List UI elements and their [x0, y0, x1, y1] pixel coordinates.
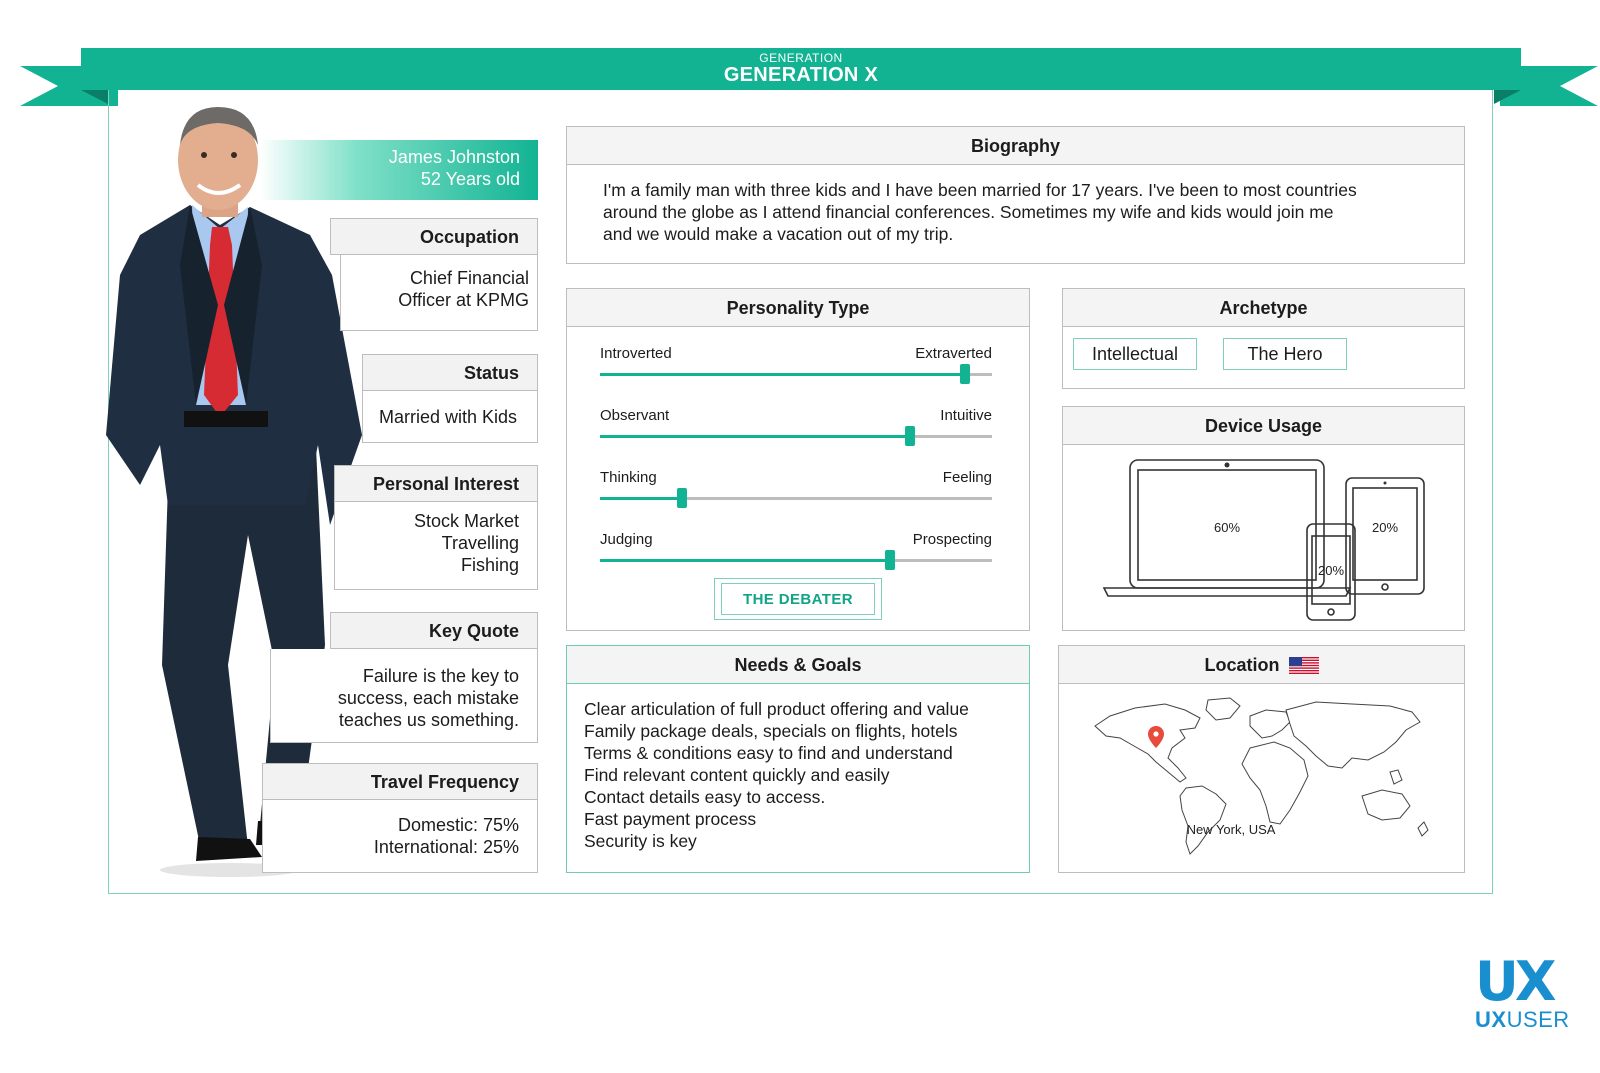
personality-type-badge [714, 578, 882, 620]
quote-value [270, 649, 538, 743]
personality-type-label: THE DEBATER [721, 583, 875, 615]
slider-fill [600, 435, 910, 438]
slider-thumb [677, 488, 687, 508]
status-value: Married with Kids [362, 391, 538, 443]
uxuser-logo [1475, 950, 1575, 1035]
needs-item: Clear articulation of full product offering and value [584, 699, 969, 719]
persona-name: James Johnston [388, 147, 520, 167]
logo-mark [1475, 950, 1575, 1013]
device-illustration [1100, 452, 1430, 622]
needs-item: Fast payment process [584, 809, 757, 829]
interest-line: Stock Market [413, 511, 519, 531]
travel-line: Domestic: 75% [397, 815, 519, 835]
occupation-value [340, 255, 538, 331]
needs-item: Find relevant content quickly and easily [584, 765, 890, 785]
slider-fill [600, 559, 890, 562]
needs-item: Terms & conditions easy to find and understand [584, 743, 953, 763]
travel-value [262, 800, 538, 873]
interest-line: Fishing [460, 555, 519, 575]
header-title: GENERATION X [723, 64, 879, 86]
persona-name-box [260, 140, 538, 200]
us-flag-icon [1289, 657, 1319, 674]
personality-title: Personality Type [567, 289, 1029, 327]
needs-item: Family package deals, specials on flights, hotels [584, 721, 958, 741]
slider-fill [600, 373, 965, 376]
quote-line: success, each mistake [337, 688, 519, 708]
travel-label: Travel Frequency [262, 763, 538, 800]
logo-wordmark [1475, 1009, 1575, 1031]
archetype-tag: Intellectual [1073, 338, 1197, 370]
slider-left-label: Observant [600, 407, 670, 424]
logo-mark-text: UX [1475, 950, 1553, 1013]
ribbon-fold-right [1494, 90, 1521, 104]
persona-age: 52 Years old [420, 169, 520, 189]
quote-line: Failure is the key to [362, 666, 519, 686]
slider-left-label: Judging [600, 531, 653, 548]
slider-left-label: Thinking [600, 469, 657, 486]
slider-fill [600, 497, 682, 500]
slider-thumb [905, 426, 915, 446]
slider-thumb [885, 550, 895, 570]
archetype-tag: The Hero [1223, 338, 1347, 370]
biography-text [567, 165, 1464, 245]
laptop-share: 60% [1213, 520, 1241, 535]
location-header [1059, 646, 1464, 684]
interest-label: Personal Interest [334, 465, 538, 502]
needs-panel [566, 645, 1030, 873]
world-map [1090, 696, 1435, 861]
occupation-line: Chief Financial [409, 268, 529, 288]
occupation-label: Occupation [330, 218, 538, 255]
header-eyebrow: GENERATION [759, 51, 843, 65]
biography-line: I'm a family man with three kids and I have been married for 17 years. I've been to most countries [603, 180, 1357, 200]
interest-line: Travelling [441, 533, 519, 553]
biography-panel [566, 126, 1465, 264]
slider-right-label: Extraverted [915, 345, 992, 362]
location-city: New York, USA [1186, 822, 1276, 837]
biography-title: Biography [567, 127, 1464, 165]
biography-line: around the globe as I attend financial conferences. Sometimes my wife and kids would join me [603, 202, 1334, 222]
needs-item: Contact details easy to access. [584, 787, 826, 807]
needs-title: Needs & Goals [567, 646, 1029, 684]
quote-line: teaches us something. [338, 710, 519, 730]
biography-line: and we would make a vacation out of my trip. [603, 224, 954, 244]
logo-wordmark-user: USER [1506, 1007, 1570, 1032]
tablet-share: 20% [1371, 520, 1399, 535]
header-ribbon [81, 48, 1521, 90]
slider-right-label: Feeling [942, 469, 992, 486]
needs-list [567, 684, 1029, 852]
location-title: Location [1204, 655, 1280, 675]
occupation-line: Officer at KPMG [398, 290, 529, 310]
interest-value [334, 502, 538, 590]
quote-label: Key Quote [330, 612, 538, 649]
tablet-icon [1346, 478, 1424, 594]
status-label: Status [362, 354, 538, 391]
slider-thumb [960, 364, 970, 384]
slider-right-label: Intuitive [940, 407, 992, 424]
needs-item: Security is key [584, 831, 697, 851]
ribbon-fold-left [81, 90, 108, 104]
device-title: Device Usage [1063, 407, 1464, 445]
slider-right-label: Prospecting [912, 531, 992, 548]
archetype-title: Archetype [1063, 289, 1464, 327]
slider-left-label: Introverted [600, 345, 672, 362]
phone-share: 20% [1317, 563, 1345, 578]
logo-wordmark-ux: UX [1475, 1007, 1507, 1032]
travel-line: International: 25% [373, 837, 519, 857]
